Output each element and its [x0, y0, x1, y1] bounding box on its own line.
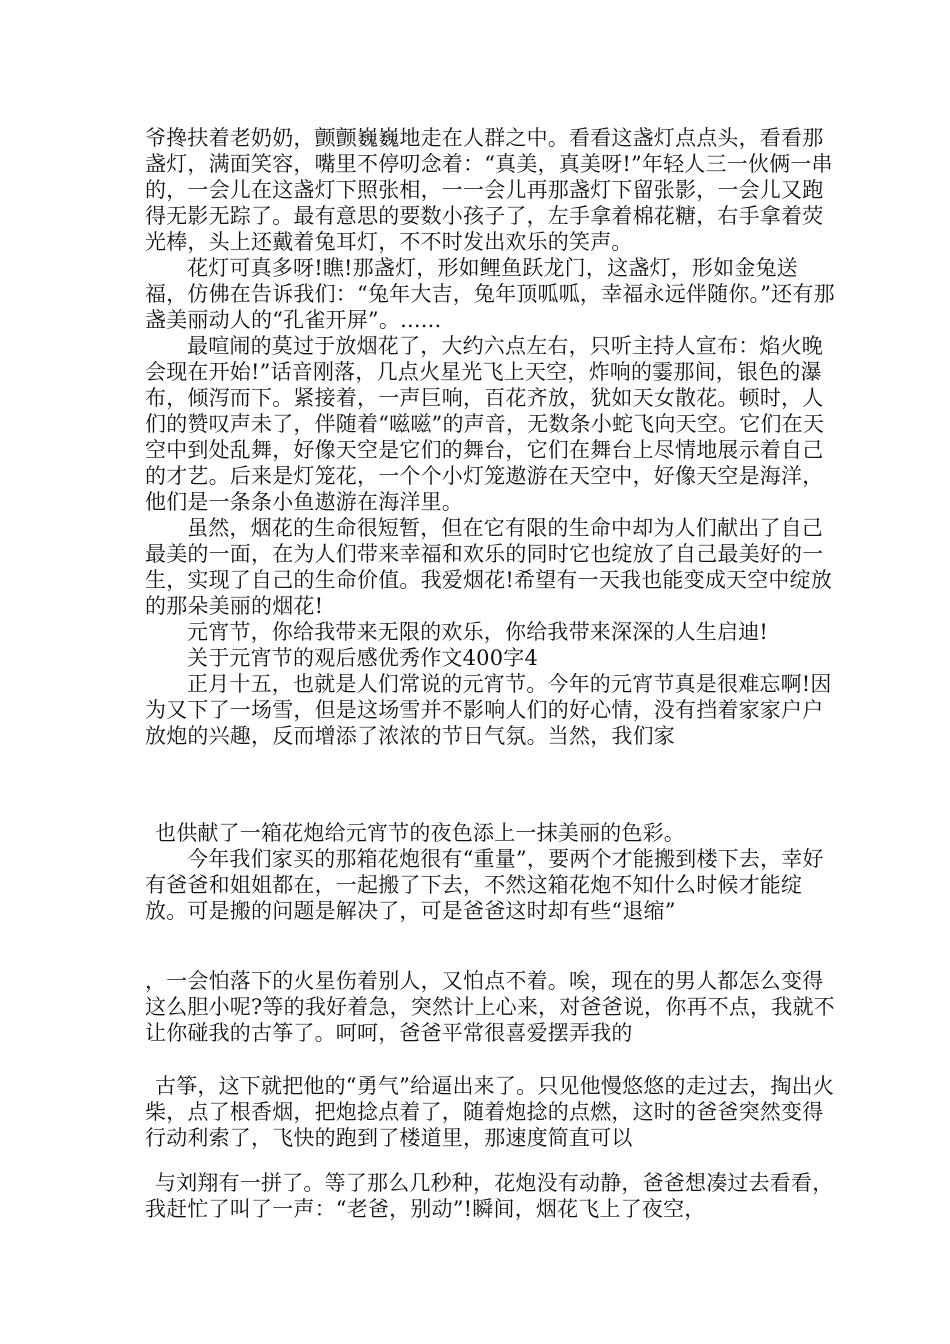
paragraph: 花灯可真多呀!瞧!那盏灯，形如鲤鱼跃龙门，这盏灯，形如金兔送福，仿佛在告诉我们：“兔年大吉，兔年顶呱呱，幸福永远伴随你。”还有那盏美丽动人的“孔雀开屏”。......: [145, 256, 835, 332]
text-block-5: [145, 1170, 835, 1222]
text-block-4: [145, 1073, 835, 1151]
section-heading: 关于元宵节的观后感优秀作文400字4: [187, 646, 539, 670]
paragraph: ，一会怕落下的火星伤着别人，又怕点不着。唉，现在的男人都怎么变得这么胆小呢?等的我好着急，突然计上心来，对爸爸说，你再不点，我就不让你碰我的古筝了。呵呵，爸爸平常很喜爱摆弄我的: [145, 969, 835, 1045]
text-block-2: [145, 820, 835, 924]
paragraph: 也供献了一箱花炮给元宵节的夜色添上一抹美丽的色彩。: [155, 821, 685, 845]
paragraph: 爷搀扶着老奶奶，颤颤巍巍地走在人群之中。看看这盏灯点点头，看看那盏灯，满面笑容，嘴里不停叨念着：“真美，真美呀!”年轻人三一伙俩一串的，一会儿在这盏灯下照张相，一一会儿再那盏灯下留张影，一会儿又跑得无影无踪了。最有意思的要数小孩子了，左手拿着棉花糖，右手拿着荧光棒，头上还戴着兔耳灯，不不时发出欢乐的笑声。: [145, 126, 833, 254]
paragraph: 与刘翔有一拼了。等了那么几秒种，花炮没有动静，爸爸想凑过去看看，我赶忙了叫了一声：“老爸，别动”!瞬间，烟花飞上了夜空，: [145, 1171, 834, 1221]
text-block-1: [145, 125, 835, 749]
paragraph: 今年我们家买的那箱花炮很有“重量”，要两个才能搬到楼下去，幸好有爸爸和姐姐都在，一起搬了下去，不然这箱花炮不知什么时候才能绽放。可是搬的问题是解决了，可是爸爸这时却有些“退缩”: [145, 847, 824, 923]
paragraph: 古筝，这下就把他的“勇气”给逼出来了。只见他慢悠悠的走过去，掏出火柴，点了根香烟，把炮捻点着了，随着炮捻的点燃，这时的爸爸突然变得行动利索了，飞快的跑到了楼道里，那速度简直可以: [145, 1074, 835, 1150]
paragraph: 最喧闹的莫过于放烟花了，大约六点左右，只听主持人宣布：焰火晚会现在开始!”话音刚落，几点火星光飞上天空，炸响的霎那间，银色的瀑布，倾泻而下。紧接着，一声巨响，百花齐放，犹如天女散花。顿时，人们的赞叹声未了，伴随着“嗞嗞”的声音，无数条小蛇飞向天空。它们在天空中到处乱舞，好像天空是它们的舞台，它们在舞台上尽情地展示着自己的才艺。后来是灯笼花，一个个小灯笼遨游在天空中，好像天空是海洋，他们是一条条小鱼遨游在海洋里。: [145, 334, 825, 514]
text-block-3: [145, 968, 835, 1046]
paragraph: 元宵节，你给我带来无限的欢乐，你给我带来深深的人生启迪!: [187, 620, 769, 644]
paragraph: 虽然，烟花的生命很短暂，但在它有限的生命中却为人们献出了自己最美的一面，在为人们带来幸福和欢乐的同时它也绽放了自己最美好的一生，实现了自己的生命价值。我爱烟花!希望有一天我也能变成天空中绽放的那朵美丽的烟花!: [145, 516, 833, 618]
paragraph: 正月十五，也就是人们常说的元宵节。今年的元宵节真是很难忘啊!因为又下了一场雪，但是这场雪并不影响人们的好心情，没有挡着家家户户放炮的兴趣，反而增添了浓浓的节日气氛。当然，我们家: [145, 672, 832, 748]
